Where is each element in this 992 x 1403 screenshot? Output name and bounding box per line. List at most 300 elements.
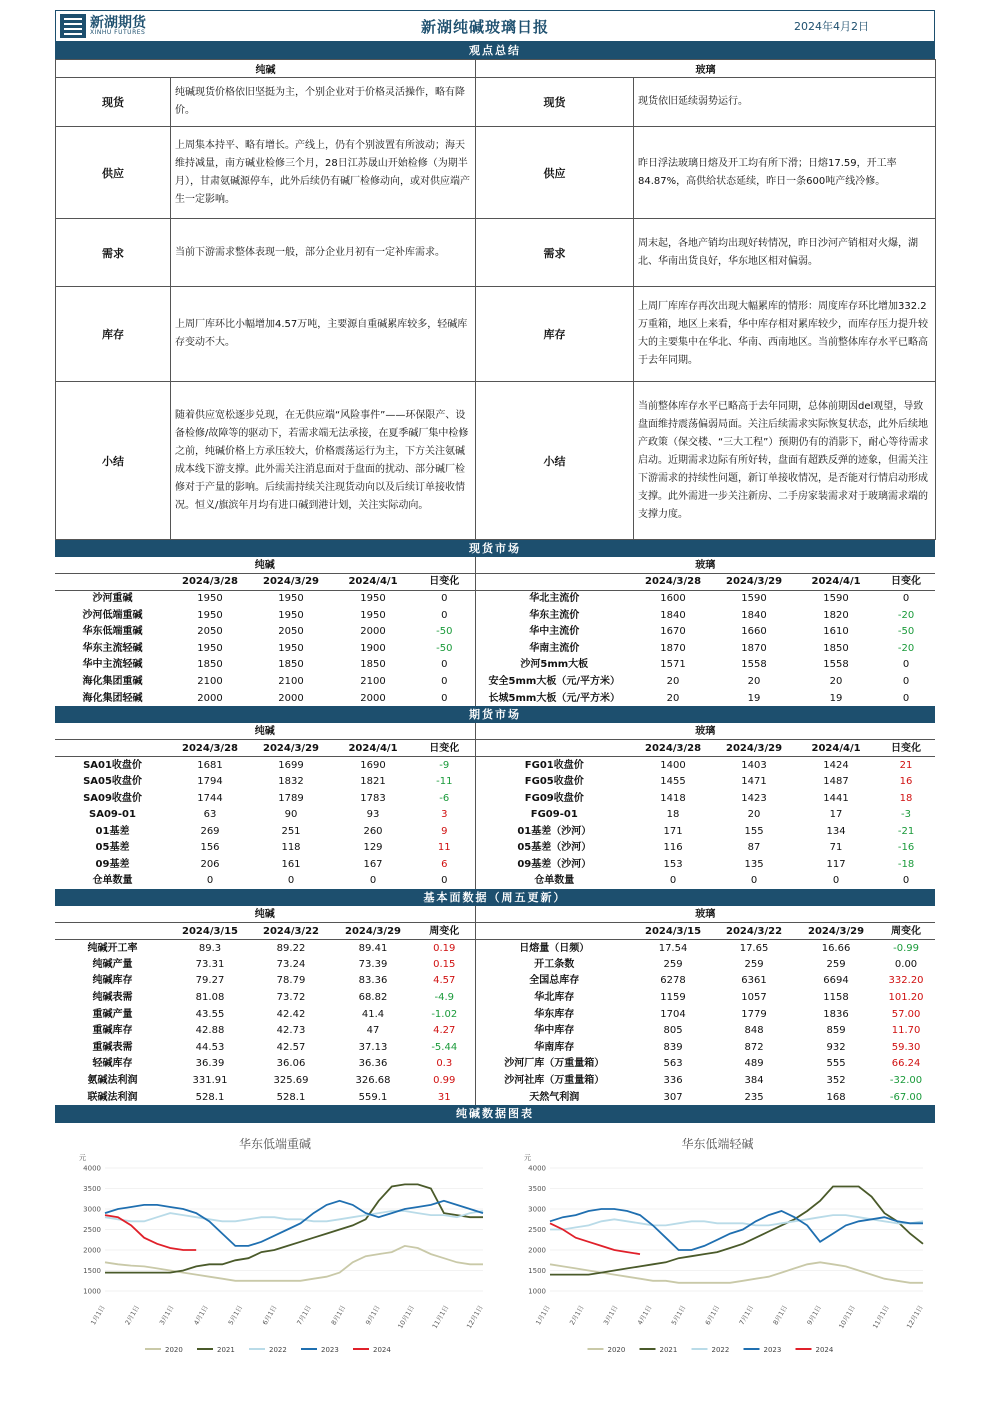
y-tick-label: 1000 — [528, 1287, 546, 1296]
grid-col-head: 2024/3/29 — [713, 574, 795, 591]
row-label: 华东主流轻碱 — [82, 642, 143, 654]
cell-value: 326.68 — [355, 1075, 391, 1087]
cell-value: 6 — [441, 858, 448, 870]
cell-value: 0 — [441, 609, 448, 621]
x-tick-label: 10月1日 — [396, 1304, 417, 1331]
cell-value: 59.30 — [891, 1041, 921, 1053]
cell-value: 135 — [744, 858, 764, 870]
cell-value: 73.31 — [195, 958, 225, 970]
row-label: 纯碱开工率 — [87, 942, 138, 954]
cell-value: 0 — [902, 659, 910, 671]
legend-label: 2023 — [763, 1346, 782, 1355]
row-label: 05基差（沙河） — [475, 840, 633, 857]
row-label: SA01收盘价 — [83, 759, 142, 771]
table-row — [55, 939, 935, 956]
logo-waves-icon — [60, 14, 86, 38]
chart-title: 华东低端轻碱 — [681, 1137, 754, 1152]
summary-cat: 需求 — [56, 219, 171, 287]
cell-value: -4.9 — [434, 992, 455, 1004]
cell-value: 47 — [366, 1025, 380, 1037]
cell-value: 20 — [666, 675, 680, 687]
cell-value: 1424 — [823, 759, 849, 771]
cell-value: 1403 — [741, 759, 767, 771]
cell-value: 1744 — [197, 792, 223, 804]
cell-value: 21 — [899, 759, 913, 771]
grid-col-head: 2024/3/22 — [250, 923, 332, 940]
summary-text: 纯碱现货价格依旧坚挺为主，个别企业对于价格灵活操作，略有降价。 — [171, 78, 476, 127]
cell-value: 6278 — [660, 975, 686, 987]
cell-value: -6 — [439, 792, 450, 804]
cell-value: 78.79 — [276, 975, 306, 987]
cell-value: 6694 — [823, 975, 849, 987]
x-tick-label: 9月1日 — [364, 1304, 382, 1327]
row-label: 沙河厂库（万重量箱） — [475, 1056, 633, 1073]
grid-col-head: 2024/3/28 — [170, 574, 250, 591]
table-row — [55, 657, 935, 674]
cell-value: 87 — [747, 842, 761, 854]
cell-value: 73.72 — [276, 992, 306, 1004]
cell-value: 1950 — [197, 609, 223, 621]
summary-cat: 供应 — [476, 127, 634, 219]
row-label: 沙河社库（万重量箱） — [475, 1072, 633, 1089]
cell-value: 1158 — [823, 992, 849, 1004]
row-label: 开工条数 — [475, 956, 633, 973]
y-unit: 元 — [524, 1154, 531, 1163]
cell-value: 41.4 — [361, 1008, 385, 1020]
table-row — [55, 640, 935, 657]
cell-value: 0 — [832, 875, 840, 887]
cell-value: 1690 — [360, 759, 386, 771]
row-label: 05基差 — [95, 842, 130, 854]
cell-value: 1820 — [823, 609, 849, 621]
y-tick-label: 4000 — [83, 1164, 101, 1173]
cell-value: -1.02 — [431, 1008, 458, 1020]
charts-area — [55, 1122, 935, 1372]
grid-col-head: 2024/3/28 — [633, 740, 713, 757]
grid-col-head: 2024/3/15 — [633, 923, 713, 940]
cell-value: 168 — [826, 1091, 846, 1103]
cell-value: 57.00 — [891, 1008, 921, 1020]
cell-value: 872 — [744, 1041, 764, 1053]
cell-value: 42.42 — [276, 1008, 306, 1020]
grid-col-head: 周变化 — [414, 923, 475, 940]
cell-value: 489 — [744, 1058, 764, 1070]
row-label: 纯碱库存 — [92, 975, 133, 987]
row-label: FG09-01 — [475, 806, 633, 823]
cell-value: 31 — [437, 1091, 451, 1103]
table-row — [55, 856, 935, 873]
grid-corner — [55, 923, 170, 940]
cell-value: 83.36 — [358, 975, 388, 987]
grid-col-head: 2024/3/29 — [250, 740, 332, 757]
cell-value: 1840 — [741, 609, 767, 621]
y-tick-label: 3000 — [83, 1205, 101, 1214]
section-charts: 纯碱数据图表 — [55, 1105, 935, 1122]
row-label: 09基差（沙河） — [475, 856, 633, 873]
cell-value: 17.54 — [658, 942, 688, 954]
cell-value: 66.24 — [891, 1058, 921, 1070]
cell-value: 16 — [899, 775, 913, 787]
x-tick-label: 11月1日 — [430, 1304, 451, 1331]
cell-value: 384 — [744, 1075, 764, 1087]
fundamental-table — [55, 906, 935, 1105]
table-row — [55, 690, 935, 707]
cell-value: 0 — [441, 675, 448, 687]
cell-value: 1850 — [197, 659, 223, 671]
report-title: 新湖纯碱玻璃日报 — [420, 17, 549, 36]
summary-cat: 需求 — [476, 219, 634, 287]
cell-value: 1600 — [660, 593, 686, 605]
cell-value: 251 — [281, 825, 301, 837]
legend-label: 2021 — [659, 1346, 678, 1355]
y-unit: 元 — [79, 1154, 86, 1163]
cell-value: 259 — [663, 958, 683, 970]
legend-label: 2024 — [815, 1346, 834, 1355]
cell-value: 1558 — [741, 659, 767, 671]
cell-value: 1900 — [360, 642, 386, 654]
summary-text: 上周厂库库存再次出现大幅累库的情形：周度库存环比增加332.2万重箱，地区上来看，华中库存相对累库较少，而库存压力提升较大的主要集中在华北、华南、西南地区。当前整体库存水平已略高于去年同期。 — [634, 287, 936, 382]
row-label: 01基差 — [95, 825, 130, 837]
table-row — [55, 1022, 935, 1039]
table-row — [55, 673, 935, 690]
grid-corner — [55, 740, 170, 757]
row-label: SA09收盘价 — [83, 792, 142, 804]
cell-value: 563 — [663, 1058, 683, 1070]
cell-value: 20 — [747, 809, 761, 821]
cell-value: 1699 — [278, 759, 304, 771]
cell-value: 1423 — [741, 792, 767, 804]
row-label: 纯碱表需 — [92, 992, 133, 1004]
summary-text: 当前整体库存水平已略高于去年同期，总体前期因del观望，导致盘面维持震荡偏弱局面。关注后续需求实际恢复状态，此外后续地产政策（保交楼、“三大工程”）预期仍有的消影下，耐心等待需求启动。近期需求边际有所好转，盘面有超跌反弹的迹象，但需关注下游需求的持续性问题，新订单接收情况，是否能对行情启动形成支撑。此外需进一步关注新房、二手房家装需求对于玻璃需求端的支撑力度。 — [634, 382, 936, 540]
y-tick-label: 2500 — [83, 1226, 101, 1235]
cell-value: 118 — [281, 842, 301, 854]
cell-value: 37.13 — [358, 1041, 388, 1053]
cell-value: 1681 — [197, 759, 223, 771]
series-line-2023 — [105, 1201, 483, 1246]
cell-value: 20 — [747, 675, 761, 687]
cell-value: 1441 — [823, 792, 849, 804]
cell-value: -67.00 — [889, 1091, 923, 1103]
cell-value: -32.00 — [889, 1075, 923, 1087]
y-tick-label: 3500 — [528, 1185, 546, 1194]
cell-value: 2100 — [360, 675, 386, 687]
cell-value: 171 — [663, 825, 683, 837]
table-row — [55, 1089, 935, 1106]
x-tick-label: 4月1日 — [635, 1304, 654, 1327]
cell-value: 1832 — [278, 775, 304, 787]
summary-text: 当前下游需求整体表现一般，部分企业月初有一定补库需求。 — [171, 219, 476, 287]
x-tick-label: 7月1日 — [295, 1304, 313, 1327]
report-date: 2024年4月2日 — [794, 20, 869, 33]
cell-value: -50 — [436, 626, 453, 638]
table-row — [55, 790, 935, 807]
cell-value: 0 — [441, 593, 448, 605]
cell-value: 1704 — [660, 1008, 686, 1020]
spot-table — [55, 557, 935, 706]
summary-cat: 库存 — [476, 287, 634, 382]
series-line-2022 — [105, 1211, 483, 1221]
cell-value: 117 — [826, 858, 846, 870]
cell-value: 259 — [826, 958, 846, 970]
grid-col-head: 2024/3/29 — [713, 740, 795, 757]
cell-value: -50 — [897, 626, 915, 638]
x-tick-label: 4月1日 — [192, 1304, 210, 1327]
row-label: 01基差（沙河） — [475, 823, 633, 840]
cell-value: 528.1 — [276, 1091, 306, 1103]
cell-value: 16.66 — [821, 942, 851, 954]
cell-value: 9 — [441, 825, 448, 837]
cell-value: 1850 — [823, 642, 849, 654]
cell-value: 42.73 — [276, 1025, 306, 1037]
table-row — [55, 989, 935, 1006]
summary-text: 上周集本持平、略有增长。产线上，仍有个别波置有所波动；海天维持减量，南方碱业检修三个月，28日江苏晟山开始检修（为期半月），甘肃氨碱源停车，此外后续仍有碱厂检修动向，或对供应端产生一定影响。 — [171, 127, 476, 219]
cell-value: -50 — [436, 642, 453, 654]
cell-value: 1840 — [660, 609, 686, 621]
cell-value: 36.06 — [276, 1058, 306, 1070]
grid-col-head: 2024/3/15 — [170, 923, 250, 940]
cell-value: 1950 — [360, 609, 386, 621]
cell-value: 1836 — [823, 1008, 849, 1020]
x-tick-label: 2月1日 — [123, 1304, 142, 1327]
table-row — [55, 840, 935, 857]
cell-value: 68.82 — [358, 992, 388, 1004]
row-label: 沙河5mm大板 — [475, 657, 633, 674]
cell-value: 73.24 — [276, 958, 306, 970]
row-label: FG05收盘价 — [475, 773, 633, 790]
x-tick-label: 8月1日 — [329, 1304, 348, 1327]
x-tick-label: 12月1日 — [905, 1304, 925, 1331]
table-row — [55, 1072, 935, 1089]
table-row — [55, 823, 935, 840]
row-label: 重碱产量 — [92, 1008, 133, 1020]
row-label: 华北主流价 — [475, 590, 633, 607]
cell-value: 0 — [669, 875, 677, 887]
summary-cat: 小结 — [476, 382, 634, 540]
y-tick-label: 2500 — [528, 1226, 546, 1235]
y-tick-label: 2000 — [528, 1246, 546, 1255]
summary-right-head: 玻璃 — [476, 60, 936, 78]
cell-value: 20 — [829, 675, 843, 687]
cell-value: 36.39 — [195, 1058, 225, 1070]
cell-value: 1950 — [197, 593, 223, 605]
cell-value: 1571 — [660, 659, 686, 671]
cell-value: 1159 — [660, 992, 686, 1004]
cell-value: 235 — [744, 1091, 764, 1103]
cell-value: 42.88 — [195, 1025, 225, 1037]
chart-title: 华东低端重碱 — [238, 1137, 311, 1152]
cell-value: 2000 — [360, 692, 386, 704]
cell-value: 1670 — [660, 626, 686, 638]
grid-corner — [475, 923, 633, 940]
cell-value: 1590 — [823, 593, 849, 605]
row-label: 华南主流价 — [475, 640, 633, 657]
cell-value: 36.36 — [358, 1058, 388, 1070]
cell-value: 1783 — [360, 792, 386, 804]
cell-value: 0 — [441, 659, 448, 671]
grid-right-head: 玻璃 — [475, 557, 935, 574]
cell-value: -3 — [901, 809, 912, 821]
cell-value: 1779 — [741, 1008, 767, 1020]
cell-value: 206 — [200, 858, 220, 870]
cell-value: 2000 — [360, 626, 386, 638]
x-tick-label: 5月1日 — [669, 1304, 688, 1327]
row-label: 重碱表需 — [92, 1041, 133, 1053]
cell-value: 2100 — [197, 675, 223, 687]
chart-svg-light — [500, 1123, 935, 1373]
x-tick-label: 6月1日 — [703, 1304, 722, 1327]
row-label: 安全5mm大板（元/平方米） — [475, 673, 633, 690]
section-fundamental: 基本面数据（周五更新） — [55, 889, 935, 906]
cell-value: 6361 — [741, 975, 767, 987]
grid-col-head: 2024/3/29 — [332, 923, 414, 940]
grid-corner — [475, 740, 633, 757]
cell-value: 43.55 — [195, 1008, 225, 1020]
legend-label: 2022 — [711, 1346, 730, 1355]
summary-text: 上周厂库环比小幅增加4.57万吨，主要源自重碱累库较多，轻碱库存变动不大。 — [171, 287, 476, 382]
cell-value: 0 — [441, 875, 448, 887]
cell-value: 161 — [281, 858, 301, 870]
cell-value: 559.1 — [358, 1091, 388, 1103]
cell-value: 0 — [287, 875, 295, 887]
cell-value: 1870 — [660, 642, 686, 654]
x-tick-label: 6月1日 — [260, 1304, 279, 1327]
grid-col-head: 2024/4/1 — [795, 574, 877, 591]
row-label: 华东主流价 — [475, 607, 633, 624]
cell-value: 336 — [663, 1075, 683, 1087]
y-tick-label: 3500 — [83, 1185, 101, 1194]
cell-value: 1471 — [741, 775, 767, 787]
cell-value: 0.00 — [894, 958, 918, 970]
row-label: FG01收盘价 — [475, 757, 633, 774]
chart-svg-heavy — [55, 1123, 495, 1373]
cell-value: 1950 — [278, 642, 304, 654]
legend-label: 2022 — [269, 1346, 287, 1355]
logo-cn: 新湖期货 — [90, 15, 146, 31]
cell-value: 555 — [826, 1058, 846, 1070]
cell-value: 81.08 — [195, 992, 225, 1004]
cell-value: 0.19 — [433, 942, 456, 954]
cell-value: 2000 — [197, 692, 223, 704]
cell-value: 134 — [826, 825, 846, 837]
row-label: 联碱法利润 — [87, 1091, 138, 1103]
x-tick-label: 10月1日 — [837, 1304, 857, 1331]
cell-value: 1850 — [360, 659, 386, 671]
table-row — [55, 806, 935, 823]
grid-col-head: 2024/4/1 — [332, 740, 414, 757]
section-summary: 观点总结 — [55, 42, 935, 59]
table-row — [55, 873, 935, 890]
grid-corner — [475, 574, 633, 591]
cell-value: 20 — [666, 692, 680, 704]
grid-col-head: 2024/4/1 — [795, 740, 877, 757]
y-tick-label: 2000 — [83, 1246, 101, 1255]
cell-value: 2000 — [278, 692, 304, 704]
series-line-2024 — [105, 1216, 196, 1251]
cell-value: 0 — [902, 675, 910, 687]
grid-col-head: 2024/3/28 — [170, 740, 250, 757]
cell-value: 1590 — [741, 593, 767, 605]
cell-value: 63 — [203, 809, 217, 821]
cell-value: 17.65 — [739, 942, 769, 954]
table-row — [55, 773, 935, 790]
grid-col-head: 日变化 — [414, 740, 475, 757]
table-row — [55, 1006, 935, 1023]
cell-value: 1950 — [278, 593, 304, 605]
row-label: 天然气利润 — [475, 1089, 633, 1106]
cell-value: 129 — [363, 842, 383, 854]
legend-label: 2021 — [217, 1346, 235, 1355]
legend-label: 2024 — [373, 1346, 391, 1355]
cell-value: -16 — [897, 842, 915, 854]
summary-table — [55, 59, 936, 540]
cell-value: 932 — [826, 1041, 846, 1053]
cell-value: 0.15 — [433, 958, 456, 970]
row-label: 沙河重碱 — [92, 593, 133, 605]
series-line-2024 — [550, 1224, 640, 1255]
cell-value: -0.99 — [893, 942, 919, 954]
x-tick-label: 8月1日 — [771, 1304, 790, 1327]
cell-value: 839 — [663, 1041, 683, 1053]
cell-value: 93 — [366, 809, 380, 821]
x-tick-label: 5月1日 — [226, 1304, 245, 1327]
cell-value: 352 — [826, 1075, 846, 1087]
grid-left-head: 纯碱 — [55, 557, 475, 574]
x-tick-label: 9月1日 — [805, 1304, 824, 1327]
cell-value: 1400 — [660, 759, 686, 771]
grid-col-head: 周变化 — [877, 923, 935, 940]
cell-value: 331.91 — [192, 1075, 228, 1087]
grid-left-head: 纯碱 — [55, 906, 475, 923]
row-label: 华北库存 — [475, 989, 633, 1006]
cell-value: 325.69 — [273, 1075, 309, 1087]
y-tick-label: 1000 — [83, 1287, 101, 1296]
y-tick-label: 1500 — [528, 1267, 546, 1276]
cell-value: 89.41 — [358, 942, 388, 954]
x-tick-label: 1月1日 — [89, 1304, 107, 1327]
table-row — [55, 590, 935, 607]
table-row — [55, 1056, 935, 1073]
cell-value: 71 — [829, 842, 843, 854]
cell-value: 1610 — [823, 626, 849, 638]
table-row — [55, 956, 935, 973]
x-tick-label: 2月1日 — [568, 1304, 586, 1327]
cell-value: 2050 — [197, 626, 223, 638]
cell-value: 153 — [663, 858, 683, 870]
cell-value: 44.53 — [195, 1041, 225, 1053]
cell-value: 89.3 — [198, 942, 222, 954]
summary-text: 现货依旧延续弱势运行。 — [634, 78, 936, 127]
row-label: 轻碱库存 — [92, 1058, 133, 1070]
x-tick-label: 7月1日 — [737, 1304, 756, 1327]
cell-value: -5.44 — [431, 1041, 458, 1053]
cell-value: 1558 — [823, 659, 849, 671]
logo-en: XINHU FUTURES — [90, 29, 146, 36]
cell-value: 1660 — [741, 626, 767, 638]
summary-cat: 现货 — [56, 78, 171, 127]
cell-value: 1950 — [278, 609, 304, 621]
grid-col-head: 2024/3/22 — [713, 923, 795, 940]
x-tick-label: 3月1日 — [601, 1304, 620, 1327]
row-label: 华南库存 — [475, 1039, 633, 1056]
series-line-2021 — [550, 1187, 923, 1275]
row-label: 09基差 — [95, 858, 130, 870]
series-line-2020 — [105, 1246, 483, 1281]
summary-cat: 现货 — [476, 78, 634, 127]
row-label: 纯碱产量 — [92, 958, 133, 970]
cell-value: 1789 — [278, 792, 304, 804]
grid-col-head: 日变化 — [414, 574, 475, 591]
legend-label: 2020 — [165, 1346, 183, 1355]
